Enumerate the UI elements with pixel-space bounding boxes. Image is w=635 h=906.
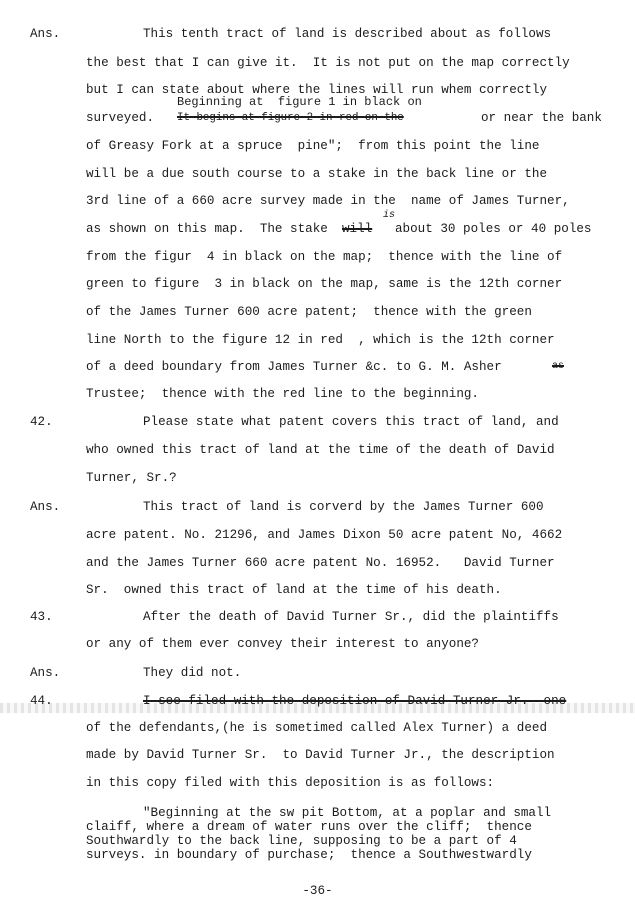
struck-text: will <box>342 222 373 236</box>
question-number: 42. <box>30 415 53 429</box>
text-line: This tract of land is corverd by the James Turner 600 <box>143 500 544 514</box>
text-line: or any of them ever convey their interest to anyone? <box>86 637 479 651</box>
quote-line: surveys. in boundary of purchase; thence a Southwestwardly <box>86 848 532 862</box>
page-number: -36- <box>302 884 333 898</box>
question-number: 43. <box>30 610 53 624</box>
text-line: made by David Turner Sr. to David Turner Jr., the description <box>86 748 555 762</box>
text-line: Please state what patent covers this tract of land, and <box>143 415 559 429</box>
text-line: as shown on this map. The stake <box>86 222 328 236</box>
interlinear-insertion: Beginning at figure 1 in black on <box>177 95 422 109</box>
text-line: 3rd line of a 660 acre survey made in the name of James Turner, <box>86 194 570 208</box>
quote-line: "Beginning at the sw pit Bottom, at a poplar and small <box>143 806 552 820</box>
text-line: Trustee; thence with the red line to the beginning. <box>86 387 479 401</box>
text-line: After the death of David Turner Sr., did the plaintiffs <box>143 610 559 624</box>
answer-label: Ans. <box>30 500 61 514</box>
quote-line: claiff, where a dream of water runs over the cliff; thence <box>86 820 532 834</box>
text-line: This tenth tract of land is described about as follows <box>143 27 552 41</box>
struck-text: I see filed with the deposition of David Turner Jr. one <box>143 694 567 708</box>
text-line: who owned this tract of land at the time of the death of David <box>86 443 555 457</box>
struck-text: as <box>552 361 565 372</box>
text-line: surveyed. <box>86 111 155 125</box>
text-line: Turner, Sr.? <box>86 471 177 485</box>
text-line: will be a due south course to a stake in the back line or the <box>86 167 548 181</box>
text-line: of the defendants,(he is sometimed called Alex Turner) a deed <box>86 721 548 735</box>
text-line: green to figure 3 in black on the map, same is the 12th corner <box>86 277 563 291</box>
text-line: of a deed boundary from James Turner &c. to G. M. Asher <box>86 360 502 374</box>
text-line: line North to the figure 12 in red , which is the 12th corner <box>86 333 555 347</box>
inserted-word: is <box>383 210 396 221</box>
text-line: Sr. owned this tract of land at the time of his death. <box>86 583 502 597</box>
question-number: 44. <box>30 694 53 708</box>
text-line: about 30 poles or 40 poles <box>395 222 592 236</box>
answer-label: Ans. <box>30 27 61 41</box>
struck-text: It begins at figure 2 in red on the <box>177 112 404 124</box>
text-line: of Greasy Fork at a spruce pine"; from this point the line <box>86 139 540 153</box>
text-line: They did not. <box>143 666 242 680</box>
text-line: from the figur 4 in black on the map; thence with the line of <box>86 250 563 264</box>
answer-label: Ans. <box>30 666 61 680</box>
text-line: in this copy filed with this deposition is as follows: <box>86 776 495 790</box>
text-line: and the James Turner 660 acre patent No. 16952. David Turner <box>86 556 555 570</box>
quote-line: Southwardly to the back line, supposing to be a part of 4 <box>86 834 517 848</box>
text-line: or near the bank <box>481 111 602 125</box>
text-line: the best that I can give it. It is not put on the map correctly <box>86 56 570 70</box>
text-line: of the James Turner 600 acre patent; thence with the green <box>86 305 532 319</box>
text-line: acre patent. No. 21296, and James Dixon 50 acre patent No, 4662 <box>86 528 563 542</box>
text-line: but I can state about where the lines will run whem correctly <box>86 83 548 97</box>
